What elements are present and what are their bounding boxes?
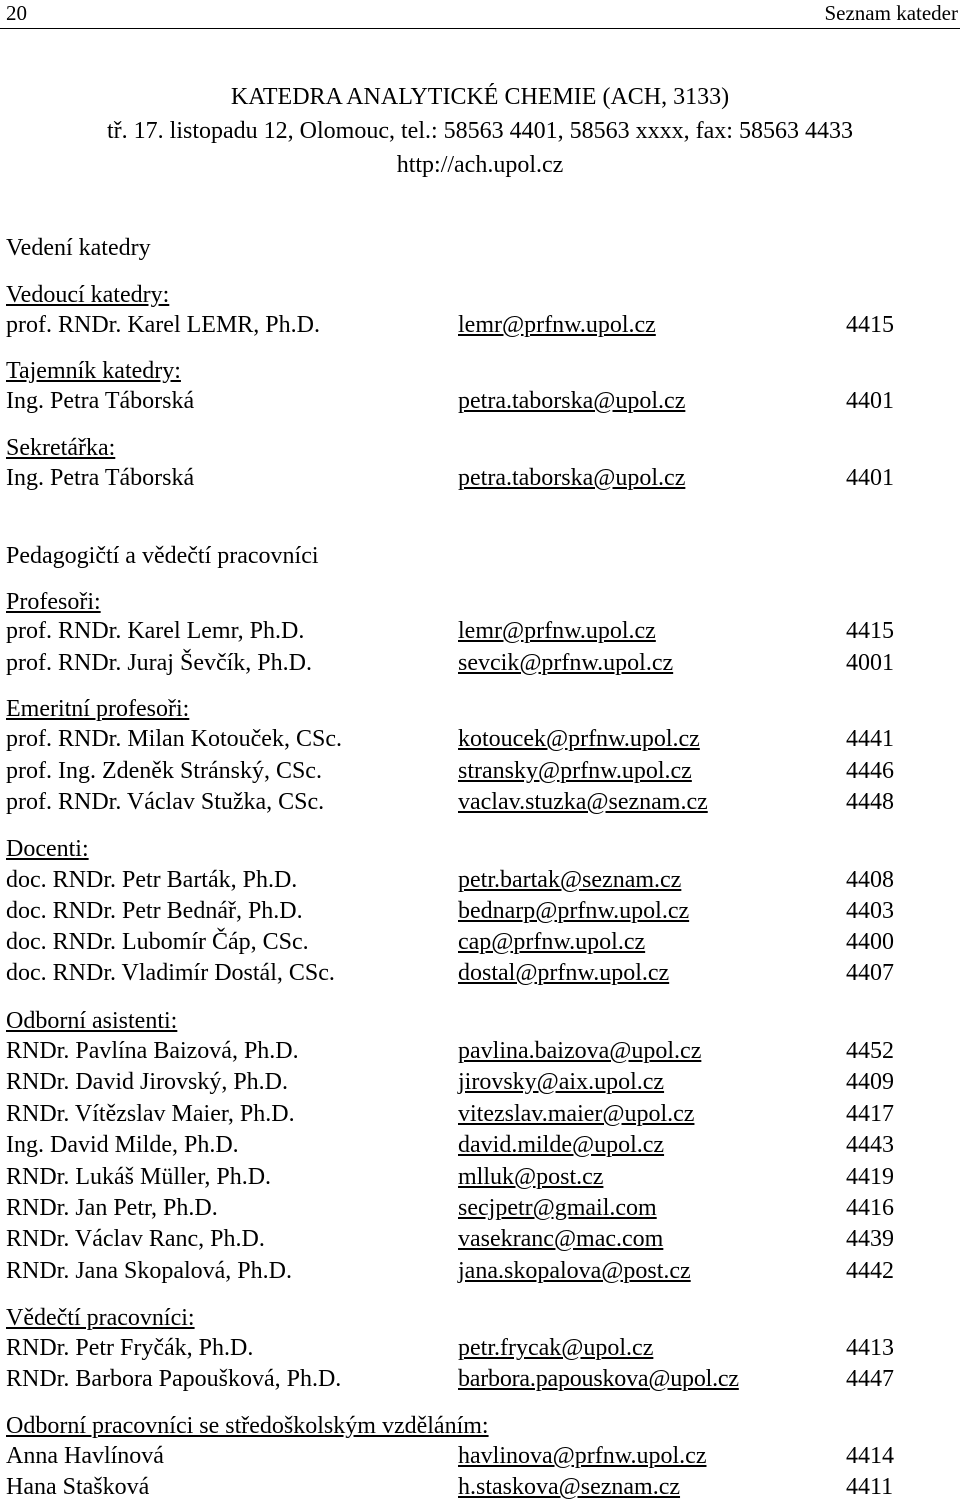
table-row (0, 1162, 960, 1193)
table-row (0, 1256, 960, 1287)
email-link[interactable]: barbora.papouskova@upol.cz (458, 1366, 739, 1392)
person-name: RNDr. Vítězslav Maier, Ph.D. (6, 1101, 295, 1127)
group-label: Emeritní profesoři: (6, 696, 190, 722)
person-name: RNDr. Jan Petr, Ph.D. (6, 1195, 218, 1221)
table-row (0, 1364, 960, 1395)
department-name: KATEDRA ANALYTICKÉ CHEMIE (ACH, 3133) (230, 84, 730, 110)
email-link[interactable]: sevcik@prfnw.upol.cz (458, 650, 674, 676)
table-row (0, 648, 960, 679)
table-row (0, 1130, 960, 1161)
head-label: Vedoucí katedry: (6, 282, 170, 308)
person-name: prof. RNDr. Milan Kotouček, CSc. (6, 726, 342, 752)
phone-extension: 4401 (846, 388, 894, 414)
table-row (0, 463, 960, 494)
email-link[interactable]: h.staskova@seznam.cz (458, 1474, 681, 1500)
phone-extension: 4447 (846, 1366, 894, 1392)
person-name: RNDr. Lukáš Müller, Ph.D. (6, 1164, 272, 1190)
phone-extension: 4415 (846, 312, 894, 338)
group-label: Odborní pracovníci se středoškolským vzděláním: (6, 1413, 489, 1439)
staff-heading: Pedagogičtí a vědečtí pracovníci (6, 543, 319, 569)
email-link[interactable]: stransky@prfnw.upol.cz (458, 758, 692, 784)
person-name: Ing. Petra Táborská (6, 388, 195, 414)
table-row (0, 865, 960, 896)
table-row (0, 616, 960, 647)
person-name: Ing. Petra Táborská (6, 465, 195, 491)
email-link[interactable]: lemr@prfnw.upol.cz (458, 312, 656, 338)
phone-extension: 4414 (846, 1443, 894, 1469)
leadership-heading: Vedení katedry (6, 235, 151, 261)
email-link[interactable]: pavlina.baizova@upol.cz (458, 1038, 702, 1064)
table-row (0, 1193, 960, 1224)
table-row (0, 1067, 960, 1098)
phone-extension: 4407 (846, 960, 894, 986)
person-name: doc. RNDr. Vladimír Dostál, CSc. (6, 960, 335, 986)
group-label: Vědečtí pracovníci: (6, 1305, 195, 1331)
running-title: Seznam kateder (824, 1, 958, 25)
email-link[interactable]: vasekranc@mac.com (458, 1226, 664, 1252)
person-name: prof. RNDr. Václav Stužka, CSc. (6, 789, 325, 815)
phone-extension: 4416 (846, 1195, 894, 1221)
table-row (0, 1036, 960, 1067)
person-name: doc. RNDr. Petr Bednář, Ph.D. (6, 898, 303, 924)
table-row (0, 386, 960, 417)
phone-extension: 4413 (846, 1335, 894, 1361)
table-row (0, 1441, 960, 1472)
page-number: 20 (6, 1, 27, 25)
person-name: Ing. David Milde, Ph.D. (6, 1132, 239, 1158)
table-row (0, 1333, 960, 1364)
email-link[interactable]: petr.frycak@upol.cz (458, 1335, 654, 1361)
email-link[interactable]: mlluk@post.cz (458, 1164, 604, 1190)
table-row (0, 958, 960, 989)
person-name: prof. RNDr. Karel Lemr, Ph.D. (6, 618, 305, 644)
email-link[interactable]: vitezslav.maier@upol.cz (458, 1101, 695, 1127)
table-row (0, 1099, 960, 1130)
table-row (0, 724, 960, 755)
phone-extension: 4408 (846, 867, 894, 893)
phone-extension: 4403 (846, 898, 894, 924)
person-name: doc. RNDr. Petr Barták, Ph.D. (6, 867, 298, 893)
table-row (0, 1472, 960, 1503)
secretary-label: Tajemník katedry: (6, 358, 181, 384)
phone-extension: 4419 (846, 1164, 894, 1190)
person-name: RNDr. Jana Skopalová, Ph.D. (6, 1258, 292, 1284)
table-row (0, 1224, 960, 1255)
email-link[interactable]: jana.skopalova@post.cz (458, 1258, 691, 1284)
email-link[interactable]: petra.taborska@upol.cz (458, 388, 686, 414)
phone-extension: 4401 (846, 465, 894, 491)
phone-extension: 4409 (846, 1069, 894, 1095)
department-web[interactable]: http://ach.upol.cz (396, 152, 564, 178)
phone-extension: 4001 (846, 650, 894, 676)
table-row (0, 787, 960, 818)
group-label: Profesoři: (6, 589, 101, 615)
person-name: prof. RNDr. Juraj Ševčík, Ph.D. (6, 650, 312, 676)
email-link[interactable]: david.milde@upol.cz (458, 1132, 665, 1158)
email-link[interactable]: kotoucek@prfnw.upol.cz (458, 726, 700, 752)
email-link[interactable]: petra.taborska@upol.cz (458, 465, 686, 491)
email-link[interactable]: secjpetr@gmail.com (458, 1195, 657, 1221)
email-link[interactable]: lemr@prfnw.upol.cz (458, 618, 656, 644)
phone-extension: 4400 (846, 929, 894, 955)
phone-extension: 4442 (846, 1258, 894, 1284)
person-name: RNDr. Pavlína Baizová, Ph.D. (6, 1038, 299, 1064)
table-row (0, 756, 960, 787)
email-link[interactable]: havlinova@prfnw.upol.cz (458, 1443, 707, 1469)
person-name: Anna Havlínová (6, 1443, 164, 1469)
person-name: RNDr. Barbora Papoušková, Ph.D. (6, 1366, 342, 1392)
phone-extension: 4443 (846, 1132, 894, 1158)
email-link[interactable]: bednarp@prfnw.upol.cz (458, 898, 690, 924)
email-link[interactable]: dostal@prfnw.upol.cz (458, 960, 670, 986)
phone-extension: 4415 (846, 618, 894, 644)
email-link[interactable]: petr.bartak@seznam.cz (458, 867, 682, 893)
email-link[interactable]: cap@prfnw.upol.cz (458, 929, 646, 955)
phone-extension: 4448 (846, 789, 894, 815)
email-link[interactable]: jirovsky@aix.upol.cz (458, 1069, 665, 1095)
email-link[interactable]: vaclav.stuzka@seznam.cz (458, 789, 708, 815)
phone-extension: 4439 (846, 1226, 894, 1252)
group-label: Odborní asistenti: (6, 1008, 178, 1034)
group-label: Docenti: (6, 836, 89, 862)
phone-extension: 4441 (846, 726, 894, 752)
phone-extension: 4411 (846, 1474, 894, 1500)
person-name: prof. RNDr. Karel LEMR, Ph.D. (6, 312, 320, 338)
phone-extension: 4452 (846, 1038, 894, 1064)
person-name: RNDr. Petr Fryčák, Ph.D. (6, 1335, 254, 1361)
person-name: prof. Ing. Zdeněk Stránský, CSc. (6, 758, 322, 784)
page-header (0, 0, 960, 29)
table-row (0, 896, 960, 927)
table-row (0, 310, 960, 341)
person-name: RNDr. David Jirovský, Ph.D. (6, 1069, 289, 1095)
person-name: doc. RNDr. Lubomír Čáp, CSc. (6, 929, 309, 955)
table-row (0, 927, 960, 958)
phone-extension: 4446 (846, 758, 894, 784)
person-name: RNDr. Václav Ranc, Ph.D. (6, 1226, 265, 1252)
person-name: Hana Stašková (6, 1474, 150, 1500)
clerk-label: Sekretářka: (6, 435, 116, 461)
department-address: tř. 17. listopadu 12, Olomouc, tel.: 58563 4401, 58563 xxxx, fax: 58563 4433 (107, 118, 853, 144)
department-title-block (0, 80, 960, 182)
phone-extension: 4417 (846, 1101, 894, 1127)
